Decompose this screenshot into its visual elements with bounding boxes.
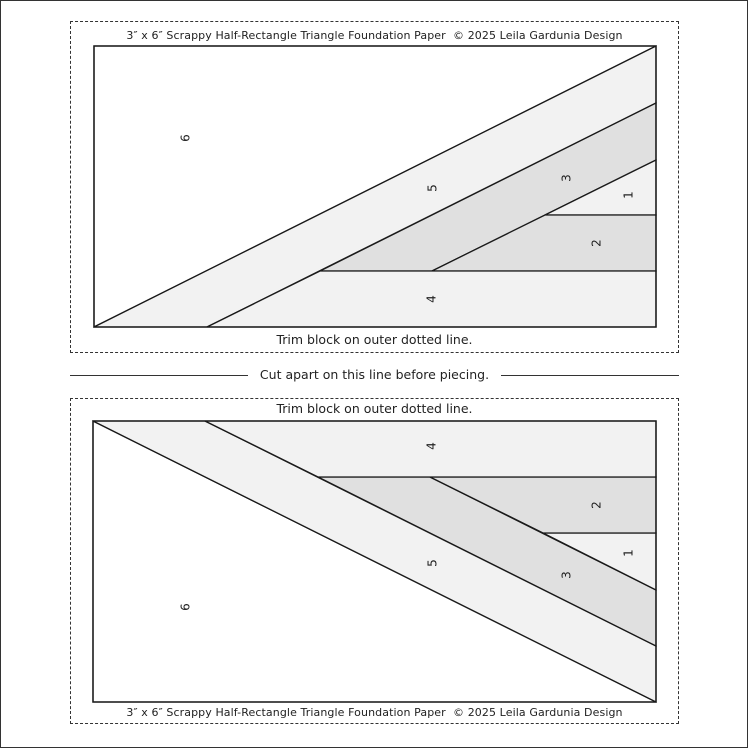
cut-instruction: Cut apart on this line before piecing. — [259, 367, 490, 382]
bottom-block — [93, 421, 656, 702]
bottom-label-4: 4 — [424, 442, 439, 450]
top-label-1: 1 — [621, 191, 636, 199]
bottom-label-1: 1 — [621, 549, 636, 557]
top-label-2: 2 — [589, 239, 604, 247]
pattern-title: 3″ x 6″ Scrappy Half-Rectangle Triangle Foundation Paper — [126, 29, 446, 42]
top-trim-instruction: Trim block on outer dotted line. — [276, 332, 473, 347]
top-label-4: 4 — [424, 295, 439, 303]
pattern-title: 3″ x 6″ Scrappy Half-Rectangle Triangle Foundation Paper — [126, 706, 446, 719]
top-label-5: 5 — [425, 184, 440, 192]
copyright-text: © 2025 Leila Gardunia Design — [453, 706, 623, 719]
top-label-6: 6 — [178, 134, 193, 142]
top-label-3: 3 — [559, 174, 574, 182]
top-block — [94, 46, 656, 327]
bottom-label-5: 5 — [425, 559, 440, 567]
bottom-trim-instruction: Trim block on outer dotted line. — [276, 401, 473, 416]
bottom-label-2: 2 — [589, 501, 604, 509]
copyright-text: © 2025 Leila Gardunia Design — [453, 29, 623, 42]
bottom-label-6: 6 — [178, 603, 193, 611]
bottom-label-3: 3 — [559, 571, 574, 579]
